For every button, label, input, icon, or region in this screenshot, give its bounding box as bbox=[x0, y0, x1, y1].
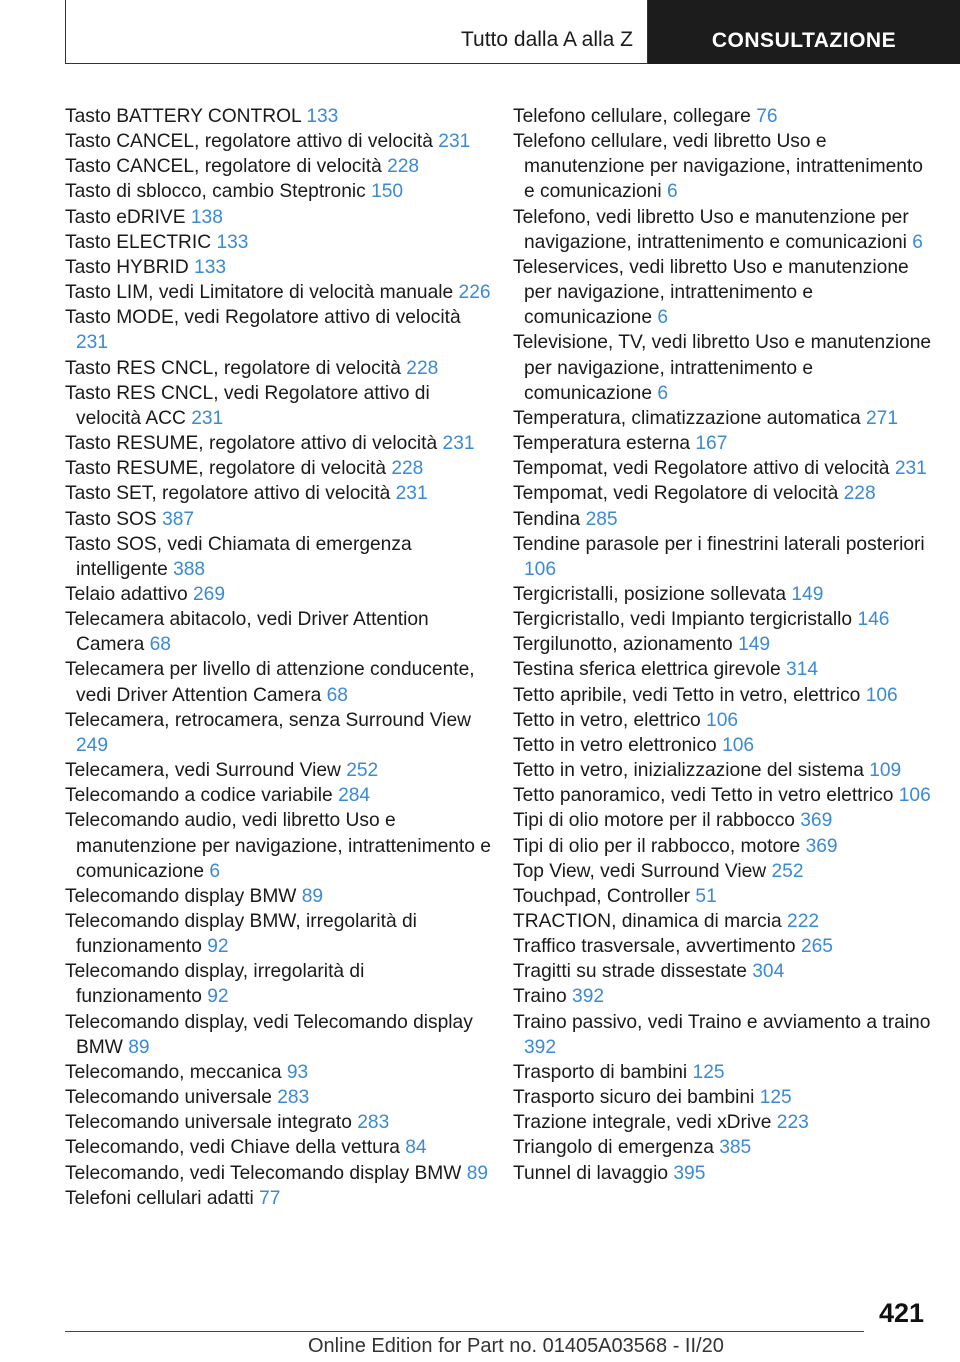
index-entry bbox=[65, 280, 495, 305]
page-link[interactable]: 133 bbox=[216, 231, 249, 253]
entry-text: Tasto SOS, vedi Chiamata di emergenza intelligente bbox=[65, 533, 412, 580]
index-entry bbox=[513, 205, 933, 255]
entry-text: Temperatura esterna bbox=[513, 433, 691, 455]
entry-text: Tergicristalli, posizione sollevata bbox=[513, 583, 787, 605]
entry-text: Tetto in vetro, elettrico bbox=[513, 709, 701, 731]
chapter-title: CONSULTAZIONE bbox=[711, 29, 897, 52]
page-link[interactable]: 271 bbox=[866, 407, 899, 429]
entry-text: Tasto eDRIVE bbox=[65, 206, 186, 228]
index-entry bbox=[513, 607, 933, 632]
index-entry bbox=[65, 456, 495, 481]
index-column-right bbox=[513, 104, 933, 1186]
page-link[interactable]: 93 bbox=[286, 1061, 309, 1083]
index-entry bbox=[65, 783, 495, 808]
entry-text: Tendina bbox=[513, 508, 581, 530]
entry-text: Telecomando display BMW, irregolarità di funzionamento bbox=[65, 911, 417, 958]
page-link[interactable]: 231 bbox=[894, 458, 927, 480]
page-link[interactable]: 125 bbox=[759, 1087, 792, 1109]
index-column-left bbox=[65, 104, 495, 1211]
entry-text: Telefono cellulare, collegare bbox=[513, 106, 751, 127]
entry-text: Telecomando display BMW bbox=[65, 885, 297, 907]
entry-text: Tendine parasole per i finestrini laterali posteriori bbox=[513, 533, 925, 555]
entry-text: Telecomando display, irregolarità di funzionamento bbox=[65, 961, 365, 1008]
page-link[interactable]: 231 bbox=[191, 407, 224, 429]
entry-text: Telecomando universale bbox=[65, 1087, 272, 1109]
index-entry bbox=[65, 1135, 495, 1160]
header-section-box bbox=[65, 0, 648, 64]
index-entry bbox=[513, 683, 933, 708]
entry-text: Tasto MODE, vedi Regolatore attivo di velocità bbox=[65, 307, 461, 329]
index-entry bbox=[65, 129, 495, 154]
page-link[interactable]: 387 bbox=[162, 508, 195, 530]
entry-text: Tunnel di lavaggio bbox=[513, 1162, 669, 1184]
page-link[interactable]: 228 bbox=[387, 156, 420, 178]
page-link[interactable]: 265 bbox=[800, 936, 833, 958]
page-link[interactable]: 6 bbox=[657, 307, 669, 329]
index-entry bbox=[513, 406, 933, 431]
index-entry bbox=[65, 481, 495, 506]
header-chapter-box bbox=[648, 0, 960, 64]
index-entry bbox=[513, 330, 933, 405]
index-entry bbox=[65, 909, 495, 959]
page-link[interactable]: 146 bbox=[857, 609, 890, 631]
page-link[interactable]: 68 bbox=[149, 634, 171, 656]
entry-text: Telecomando, vedi Chiave della vettura bbox=[65, 1137, 400, 1159]
entry-text: Traffico trasversale, avvertimento bbox=[513, 936, 796, 958]
entry-text: Tetto apribile, vedi Tetto in vetro, elettrico bbox=[513, 684, 861, 706]
page-link[interactable]: 252 bbox=[346, 760, 379, 782]
entry-text: Triangolo di emergenza bbox=[513, 1137, 714, 1159]
index-entry bbox=[65, 1085, 495, 1110]
entry-text: Trasporto di bambini bbox=[513, 1061, 688, 1083]
entry-text: Tasto CANCEL, regolatore di velocità bbox=[65, 156, 382, 178]
page-link[interactable]: 89 bbox=[301, 885, 324, 907]
index-entry bbox=[65, 507, 495, 532]
page-link[interactable]: 228 bbox=[406, 357, 439, 379]
page-link[interactable]: 149 bbox=[738, 634, 771, 656]
page-link[interactable]: 388 bbox=[173, 558, 206, 580]
page-link[interactable]: 395 bbox=[673, 1162, 706, 1184]
entry-text: Testina sferica elettrica girevole bbox=[513, 659, 781, 681]
index-entry bbox=[513, 1060, 933, 1085]
page-link[interactable]: 77 bbox=[259, 1187, 281, 1209]
page-link[interactable]: 283 bbox=[277, 1087, 310, 1109]
entry-text: Tipi di olio per il rabbocco, motore bbox=[513, 835, 801, 857]
index-entry bbox=[65, 607, 495, 657]
index-entry bbox=[513, 1161, 933, 1186]
page-link[interactable]: 231 bbox=[76, 332, 109, 354]
entry-text: Telefono, vedi libretto Uso e manutenzione per navigazione, intrattenimento e comunicazioni bbox=[513, 206, 909, 253]
entry-text: Telecomando a codice variabile bbox=[65, 785, 333, 807]
index-entry bbox=[65, 1010, 495, 1060]
entry-text: Tasto BATTERY CONTROL bbox=[65, 106, 301, 127]
entry-text: Tasto RESUME, regolatore di velocità bbox=[65, 458, 386, 480]
page-link[interactable]: 68 bbox=[326, 684, 348, 706]
index-entry bbox=[65, 179, 495, 204]
page-number: 421 bbox=[878, 1298, 924, 1328]
page-link[interactable]: 392 bbox=[524, 1036, 557, 1058]
index-entry bbox=[65, 154, 495, 179]
page-link[interactable]: 314 bbox=[786, 659, 819, 681]
index-entry bbox=[513, 1085, 933, 1110]
section-title: Tutto dalla A alla Z bbox=[461, 28, 633, 51]
page-link[interactable]: 249 bbox=[76, 734, 109, 756]
page-link[interactable]: 304 bbox=[752, 961, 785, 983]
index-entry bbox=[65, 230, 495, 255]
page-link[interactable]: 51 bbox=[695, 885, 717, 907]
entry-text: Tasto HYBRID bbox=[65, 256, 189, 278]
entry-text: Telecomando audio, vedi libretto Uso e manutenzione per navigazione, intrattenimento e comunicazione bbox=[65, 810, 491, 882]
entry-text: Tempomat, vedi Regolatore attivo di velocità bbox=[513, 458, 890, 480]
index-entry bbox=[65, 1161, 495, 1186]
page-link[interactable]: 223 bbox=[776, 1112, 809, 1134]
page-link[interactable]: 106 bbox=[524, 558, 557, 580]
page-link[interactable]: 92 bbox=[207, 936, 229, 958]
index-entry bbox=[513, 884, 933, 909]
index-entry bbox=[513, 834, 933, 859]
page-link[interactable]: 167 bbox=[695, 433, 728, 455]
entry-text: Tergicristallo, vedi Impianto tergicristallo bbox=[513, 609, 853, 631]
entry-text: Tipi di olio motore per il rabbocco bbox=[513, 810, 795, 832]
index-entry bbox=[65, 582, 495, 607]
index-entry bbox=[513, 909, 933, 934]
entry-text: Temperatura, climatizzazione automatica bbox=[513, 407, 861, 429]
entry-text: Tempomat, vedi Regolatore di velocità bbox=[513, 483, 839, 505]
entry-text: Tetto in vetro, inizializzazione del sistema bbox=[513, 760, 864, 782]
index-entry bbox=[513, 431, 933, 456]
page-link[interactable]: 392 bbox=[572, 986, 605, 1008]
entry-text: Telecomando universale integrato bbox=[65, 1112, 352, 1134]
entry-text: Tasto RES CNCL, regolatore di velocità bbox=[65, 357, 401, 379]
page-link[interactable]: 226 bbox=[458, 282, 491, 304]
page-link[interactable]: 369 bbox=[805, 835, 838, 857]
entry-text: Telecomando display, vedi Telecomando display BMW bbox=[65, 1011, 473, 1058]
page-link[interactable]: 6 bbox=[657, 382, 669, 404]
entry-text: Tasto SET, regolatore attivo di velocità bbox=[65, 483, 391, 505]
index-entry bbox=[65, 1060, 495, 1085]
entry-text: Telecamera per livello di attenzione conducente, vedi Driver Attention Camera bbox=[65, 659, 475, 706]
page-link[interactable]: 89 bbox=[128, 1036, 150, 1058]
index-entry bbox=[513, 859, 933, 884]
page-link[interactable]: 385 bbox=[719, 1137, 752, 1159]
page-link[interactable]: 283 bbox=[357, 1112, 390, 1134]
index-entry bbox=[65, 356, 495, 381]
page-link[interactable]: 231 bbox=[395, 483, 428, 505]
index-entry bbox=[65, 305, 495, 355]
entry-text: Televisione, TV, vedi libretto Uso e manutenzione per navigazione, intrattenimento e comunicazione bbox=[513, 332, 932, 404]
page-link[interactable]: 150 bbox=[371, 181, 404, 203]
index-entry bbox=[513, 959, 933, 984]
page-link[interactable]: 125 bbox=[692, 1061, 725, 1083]
page-link[interactable]: 228 bbox=[391, 458, 424, 480]
index-entry bbox=[65, 808, 495, 883]
index-entry bbox=[513, 733, 933, 758]
page-link[interactable]: 106 bbox=[722, 734, 755, 756]
page-link[interactable]: 228 bbox=[843, 483, 876, 505]
page-link[interactable]: 6 bbox=[666, 181, 678, 203]
index-entry bbox=[65, 657, 495, 707]
page-link[interactable]: 6 bbox=[912, 231, 923, 253]
page-link[interactable]: 222 bbox=[787, 911, 820, 932]
index-entry bbox=[513, 934, 933, 959]
page-link[interactable]: 92 bbox=[207, 986, 229, 1008]
index-entry bbox=[65, 431, 495, 456]
entry-text: Traino passivo, vedi Traino e avviamento a traino bbox=[513, 1011, 931, 1033]
entry-text: Telecamera, retrocamera, senza Surround View bbox=[65, 709, 471, 731]
page-link[interactable]: 369 bbox=[800, 810, 833, 832]
index-entry bbox=[65, 708, 495, 758]
entry-text: Tasto RES CNCL, vedi Regolatore attivo di velocità ACC bbox=[65, 382, 430, 429]
page-link[interactable]: 76 bbox=[756, 106, 778, 127]
index-entry bbox=[65, 1186, 495, 1211]
index-entry bbox=[513, 507, 933, 532]
page-link[interactable]: 109 bbox=[869, 760, 902, 782]
entry-text: Tasto di sblocco, cambio Steptronic bbox=[65, 181, 366, 203]
page-link[interactable]: 133 bbox=[306, 106, 339, 127]
index-entry bbox=[65, 381, 495, 431]
entry-text: TRACTION, dinamica di marcia bbox=[513, 911, 782, 932]
index-entry bbox=[65, 758, 495, 783]
index-entry bbox=[513, 481, 933, 506]
page-link[interactable]: 106 bbox=[898, 785, 931, 807]
entry-text: Telecomando, meccanica bbox=[65, 1061, 282, 1083]
entry-text: Tragitti su strade dissestate bbox=[513, 961, 747, 983]
page-link[interactable]: 284 bbox=[338, 785, 371, 807]
index-entry bbox=[513, 708, 933, 733]
page-link[interactable]: 138 bbox=[190, 206, 223, 228]
entry-text: Trazione integrale, vedi xDrive bbox=[513, 1112, 772, 1134]
entry-text: Tergilunotto, azionamento bbox=[513, 634, 733, 656]
page-link[interactable]: 84 bbox=[405, 1137, 427, 1159]
entry-text: Telecamera abitacolo, vedi Driver Attention Camera bbox=[65, 609, 429, 656]
entry-text: Tasto SOS bbox=[65, 508, 157, 530]
index-entry bbox=[513, 632, 933, 657]
index-entry bbox=[65, 205, 495, 230]
page-link[interactable]: 89 bbox=[466, 1162, 489, 1184]
index-entry bbox=[513, 582, 933, 607]
footer-divider bbox=[65, 1331, 864, 1332]
entry-text: Top View, vedi Surround View bbox=[513, 860, 767, 882]
entry-text: Trasporto sicuro dei bambini bbox=[513, 1087, 755, 1109]
index-entry bbox=[65, 1110, 495, 1135]
index-entry bbox=[513, 808, 933, 833]
entry-text: Tetto panoramico, vedi Tetto in vetro elettrico bbox=[513, 785, 894, 807]
entry-text: Tasto RESUME, regolatore attivo di velocità bbox=[65, 433, 438, 455]
index-entry bbox=[513, 104, 933, 129]
page-link[interactable]: 285 bbox=[585, 508, 618, 530]
page-link[interactable]: 133 bbox=[194, 256, 227, 278]
entry-text: Telecomando, vedi Telecomando display BMW bbox=[65, 1162, 462, 1184]
index-entry bbox=[65, 104, 495, 129]
page-link[interactable]: 231 bbox=[442, 433, 475, 455]
index-entry bbox=[65, 532, 495, 582]
page-link[interactable]: 106 bbox=[865, 684, 898, 706]
entry-text: Tasto ELECTRIC bbox=[65, 231, 212, 253]
index-entry bbox=[513, 1135, 933, 1160]
page-link[interactable]: 269 bbox=[193, 583, 226, 605]
index-entry bbox=[513, 783, 933, 808]
index-entry bbox=[513, 1110, 933, 1135]
index-entry bbox=[513, 129, 933, 204]
index-entry bbox=[65, 255, 495, 280]
entry-text: Telaio adattivo bbox=[65, 583, 188, 605]
entry-text: Teleservices, vedi libretto Uso e manutenzione per navigazione, intrattenimento e comunicazione bbox=[513, 256, 909, 329]
index-entry bbox=[513, 758, 933, 783]
entry-text: Telecamera, vedi Surround View bbox=[65, 760, 341, 782]
page-link[interactable]: 106 bbox=[706, 709, 739, 731]
page-link[interactable]: 149 bbox=[791, 583, 824, 605]
entry-text: Traino bbox=[513, 986, 567, 1008]
index-entry bbox=[65, 884, 495, 909]
index-entry bbox=[513, 532, 933, 582]
entry-text: Tetto in vetro elettronico bbox=[513, 734, 717, 756]
index-entry bbox=[513, 1010, 933, 1060]
page-link[interactable]: 231 bbox=[438, 131, 471, 153]
entry-text: Tasto LIM, vedi Limitatore di velocità manuale bbox=[65, 282, 454, 304]
index-entry bbox=[513, 657, 933, 682]
index-entry bbox=[513, 456, 933, 481]
entry-text: Telefono cellulare, vedi libretto Uso e manutenzione per navigazione, intrattenimento e comunicazioni bbox=[513, 131, 923, 203]
index-entry bbox=[513, 255, 933, 330]
footer-edition-text: Online Edition for Part no. 01405A03568 - II/20 bbox=[308, 1335, 724, 1357]
entry-text: Tasto CANCEL, regolatore attivo di velocità bbox=[65, 131, 433, 153]
entry-text: Telefoni cellulari adatti bbox=[65, 1187, 254, 1209]
index-entry bbox=[513, 984, 933, 1009]
index-entry bbox=[65, 959, 495, 1009]
page-link[interactable]: 252 bbox=[771, 860, 804, 882]
page-link[interactable]: 6 bbox=[209, 860, 221, 882]
entry-text: Touchpad, Controller bbox=[513, 885, 691, 907]
